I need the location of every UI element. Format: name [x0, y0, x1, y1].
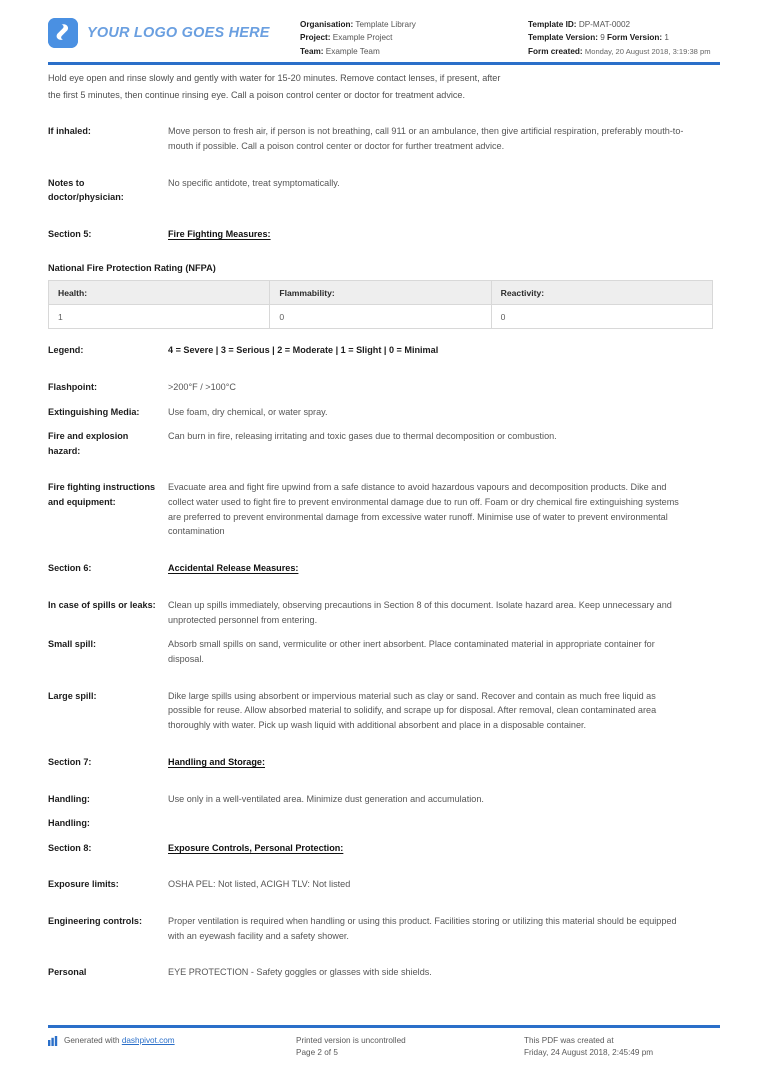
footer-created-value: Friday, 24 August 2018, 2:45:49 pm — [524, 1048, 654, 1058]
header-field-team — [300, 45, 528, 58]
field-row-large-spill — [48, 689, 720, 733]
field-label-handling-secondary: Handling: — [48, 818, 90, 829]
nfpa-header-row — [49, 281, 713, 305]
form-created-label: Form created: — [528, 46, 583, 56]
nfpa-value-health: 1 — [49, 305, 270, 329]
field-value-handling: Use only in a well-ventilated area. Minimize dust generation and accumulation. — [168, 793, 484, 804]
section-row-8 — [48, 841, 720, 856]
section-title-8: Exposure Controls, Personal Protection: — [168, 842, 344, 853]
nfpa-column-reactivity: Reactivity: — [491, 281, 712, 305]
footer-generated-text: Generated with — [64, 1035, 120, 1045]
field-value-extinguishing-media: Use foam, dry chemical, or water spray. — [168, 406, 328, 417]
template-id-value: DP-MAT-0002 — [578, 20, 631, 29]
header-meta-right — [528, 14, 740, 58]
field-label-exposure-limits: Exposure limits: — [48, 879, 119, 890]
template-version-label: Template Version: — [528, 33, 598, 43]
footer-created-label: This PDF was created at — [524, 1035, 614, 1045]
field-label-fire-explosion-hazard: Fire and explosion hazard: — [48, 431, 129, 456]
field-label-spills-or-leaks: In case of spills or leaks: — [48, 599, 156, 610]
footer-created-block — [524, 1035, 720, 1060]
field-row-extinguishing-media — [48, 405, 720, 420]
field-value-flashpoint: >200°F / >100°C — [168, 382, 236, 393]
nfpa-value-reactivity: 0 — [491, 305, 712, 329]
header-field-organisation — [300, 18, 528, 31]
field-label-notes-to-doctor: Notes to doctor/physician: — [48, 177, 124, 203]
section-title-7: Handling and Storage: — [168, 756, 266, 767]
organisation-value: Template Library — [355, 20, 416, 29]
nfpa-heading: National Fire Protection Rating (NFPA) — [48, 263, 216, 274]
section-label-5: Section 5: — [48, 228, 92, 239]
section-row-7 — [48, 755, 720, 770]
footer-generated-block — [48, 1035, 296, 1048]
project-label: Project: — [300, 33, 331, 43]
nfpa-column-health: Health: — [49, 281, 270, 305]
document-header — [48, 0, 720, 58]
field-row-flashpoint — [48, 380, 720, 395]
field-label-personal: Personal — [48, 967, 87, 978]
form-version-label: Form Version: — [607, 33, 663, 43]
field-row-handling-secondary — [48, 816, 720, 830]
section-row-6 — [48, 561, 720, 576]
continued-paragraph-line-2: the first 5 minutes, then continue rinsing eye. Call a poison control center or doctor for treatment advice. — [48, 89, 466, 100]
field-row-fire-fighting-instructions — [48, 480, 720, 539]
document-body — [48, 65, 720, 980]
header-field-template-id — [528, 18, 740, 31]
logo-text: YOUR LOGO GOES HERE — [87, 25, 270, 41]
company-logo-icon — [48, 18, 78, 48]
field-value-notes-to-doctor: No specific antidote, treat symptomatically. — [168, 177, 340, 188]
project-value: Example Project — [332, 33, 393, 43]
template-version-value: 9 — [600, 33, 605, 43]
field-label-large-spill: Large spill: — [48, 690, 97, 701]
field-value-engineering-controls: Proper ventilation is required when handling or using this product. Facilities storing or utilizing this material should be equipped with an eyewash facility and a safety shower. — [168, 916, 677, 941]
footer-page-number: Page 2 of 5 — [296, 1048, 338, 1058]
field-row-exposure-limits — [48, 877, 720, 892]
field-value-handling-secondary — [168, 816, 688, 817]
field-value-fire-fighting-instructions: Evacuate area and fight fire upwind from a safe distance to avoid hazardous vapours and decomposition products. Dike and collect water used to fight fire to prevent environmental damage due to run off. Foam or dry chemical fire extinguishing systems are preferred to prevent environmental damage from excessive water runoff. Minimise use of water to prevent environmental contamination — [168, 482, 679, 537]
field-value-small-spill: Absorb small spills on sand, vermiculite or other inert absorbent. Place contaminated material in appropriate container for disposal. — [168, 639, 655, 664]
field-row-notes-to-doctor — [48, 176, 720, 205]
continued-paragraph-line-1: Hold eye open and rinse slowly and gently with water for 15-20 minutes. Remove contact lenses, if present, after — [48, 73, 501, 83]
field-label-if-inhaled: If inhaled: — [48, 126, 91, 137]
field-row-engineering-controls — [48, 914, 720, 943]
footer-print-status — [296, 1035, 524, 1060]
field-row-spills-or-leaks — [48, 598, 720, 627]
field-value-spills-or-leaks: Clean up spills immediately, observing precautions in Section 8 of this document. Isolate hazard area. Keep unnecessary and unprotected personnel from entering. — [168, 599, 672, 625]
header-field-project — [300, 31, 528, 44]
field-row-legend — [48, 343, 720, 358]
team-value: Example Team — [325, 46, 380, 56]
field-value-large-spill: Dike large spills using absorbent or impervious material such as clay or sand. Recover and contain as much free liquid as possible for reuse. Allow absorbed material to solidify, and scrape up for disposal. After removal, clean contaminated area thoroughly with water. Pick up wash liquid with additional absorbent and place in a disposable container. — [168, 690, 657, 731]
dashpivot-link[interactable]: dashpivot.com — [121, 1035, 175, 1045]
team-label: Team: — [300, 46, 324, 56]
field-label-extinguishing-media: Extinguishing Media: — [48, 406, 140, 417]
header-field-form-created — [528, 45, 740, 58]
field-value-if-inhaled: Move person to fresh air, if person is not breathing, call 911 or an ambulance, then give artificial respiration, preferably mouth-to-mouth if possible. Call a poison control center or doctor for further treatment advice. — [168, 126, 684, 152]
bar-chart-icon — [48, 1036, 59, 1046]
field-label-small-spill: Small spill: — [48, 639, 97, 650]
nfpa-column-flammability: Flammability: — [270, 281, 491, 305]
header-field-versions — [528, 31, 740, 44]
field-label-fire-fighting-instructions: Fire fighting instructions and equipment: — [48, 482, 156, 507]
field-value-legend: 4 = Severe | 3 = Serious | 2 = Moderate | 1 = Slight | 0 = Minimal — [168, 345, 439, 356]
field-label-flashpoint: Flashpoint: — [48, 382, 97, 393]
table-row — [49, 305, 713, 329]
organisation-label: Organisation: — [300, 20, 354, 29]
field-value-exposure-limits: OSHA PEL: Not listed, ACIGH TLV: Not listed — [168, 879, 351, 890]
nfpa-table — [48, 280, 713, 329]
field-row-fire-explosion-hazard — [48, 429, 720, 458]
section-title-6: Accidental Release Measures: — [168, 563, 299, 574]
section-label-6: Section 6: — [48, 563, 92, 574]
section-label-8: Section 8: — [48, 842, 92, 853]
section-label-7: Section 7: — [48, 756, 92, 767]
logo-block — [48, 14, 300, 48]
nfpa-value-flammability: 0 — [270, 305, 491, 329]
field-value-personal: EYE PROTECTION - Safety goggles or glasses with side shields. — [168, 967, 432, 978]
field-row-small-spill — [48, 637, 720, 666]
field-row-if-inhaled — [48, 124, 720, 153]
field-row-personal — [48, 965, 720, 980]
section-title-5: Fire Fighting Measures: — [168, 228, 271, 239]
section-row-5 — [48, 227, 720, 242]
header-meta-left — [300, 14, 528, 58]
document-footer — [48, 1021, 720, 1060]
template-id-label: Template ID: — [528, 20, 577, 29]
form-version-value: 1 — [664, 33, 669, 43]
field-label-engineering-controls: Engineering controls: — [48, 916, 142, 927]
form-created-value: Monday, 20 August 2018, 3:19:38 pm — [584, 46, 711, 56]
footer-printed-uncontrolled: Printed version is uncontrolled — [296, 1035, 406, 1045]
field-value-fire-explosion-hazard: Can burn in fire, releasing irritating and toxic gases due to thermal decomposition or combustion. — [168, 431, 557, 442]
field-label-handling: Handling: — [48, 793, 90, 804]
field-row-handling — [48, 792, 720, 807]
field-label-legend: Legend: — [48, 345, 84, 356]
